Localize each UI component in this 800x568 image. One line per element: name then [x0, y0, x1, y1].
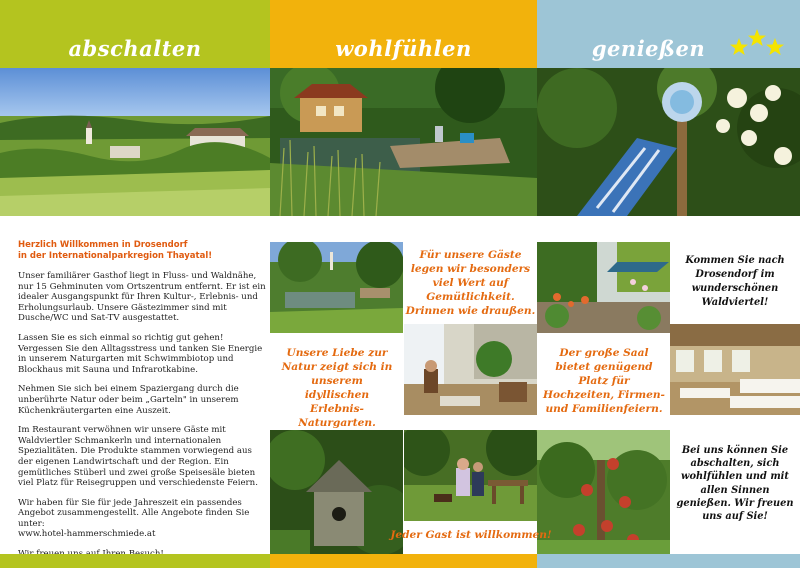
intro-paragraph-2: Lassen Sie es sich einmal so richtig gut gehen! Vergessen Sie den Alltagsstress und tanken Sie Energie in unserem Naturgarten mit Schwimmbiotop und Blockhaus mit Sauna und Infrarotkabine. [18, 332, 263, 375]
intro-paragraph-4: Im Restaurant verwöhnen wir unsere Gäste mit Waldviertler Schmankerln und internationalen Spezialitäten. Die Produkte stammen vorwiegend aus der eigenen Landwirtschaft und der Region. Ein gemütliches Stüberl und zwei große Speisesäle bieten viel Platz für Reisegruppen und verschiedenste Feiern. [18, 425, 258, 489]
photo-village-landscape [0, 68, 270, 216]
intro-paragraph-3: Nehmen Sie sich bei einem Spaziergang durch die unberührte Natur oder beim „Garteln" in unserem Küchenkräutergarten eine Auszeit. [18, 384, 239, 416]
quote-drosendorf: Kommen Sie nach Drosendorf im wunderschönen Waldviertel! [685, 255, 785, 308]
intro-heading-line1: Herzlich Willkommen in Drosendorf [18, 240, 188, 250]
header-band-abschalten [0, 0, 270, 68]
header-title-abschalten: abschalten [68, 36, 202, 61]
quote-abschalten: Bei uns können Sie abschalten, sich wohlfühlen und mit allen Sinnen genießen. Wir freuen uns auf Sie! [676, 445, 794, 523]
intro-text [18, 240, 266, 568]
header-band-geniessen [537, 0, 800, 68]
photo-banquet-hall [670, 324, 800, 415]
intro-paragraph-1: Unser familiärer Gasthof liegt in Fluss- und Waldnähe, nur 15 Gehminuten vom Ortszentrum entfernt. Er ist ein idealer Ausgangspunkt für Ihren Kultur-, Erlebnis- und Erholungsurlaub. Unsere Gästezimmer sind mit Dusche/WC und Sat-TV ausgestattet. [18, 271, 266, 324]
photo-deckchair-flowers [537, 68, 800, 216]
quote-willkommen: Jeder Gast ist willkommen! [390, 529, 552, 541]
quote-saal: Der große Saal bietet genügend Platz für Hochzeiten, Firmen- und Familienfeiern. [543, 347, 665, 415]
quote-naturgarten: Unsere Liebe zur Natur zeigt sich in unserem idyllischen Erlebnis-Naturgarten. [281, 347, 393, 429]
photo-garden-pond-cabin [270, 68, 537, 216]
quote-gemuetlichkeit: Für unsere Gäste legen wir besonders viel Wert auf Gemütlichkeit. Drinnen wie draußen. [405, 249, 536, 317]
footer-strip-green [0, 554, 270, 568]
intro-heading [18, 240, 266, 262]
website-url: www.hotel-hammerschmiede.at [18, 529, 156, 540]
photo-interior-lounge [404, 324, 537, 415]
header-title-wohlfuehlen: wohlfühlen [335, 36, 472, 61]
intro-paragraph-5 [18, 498, 266, 540]
intro-heading-line2: in der Internationalparkregion Thayatal! [18, 251, 213, 261]
photo-guests-bench [404, 430, 537, 521]
photo-apple-tree [537, 430, 670, 554]
header-title-geniessen: genießen [591, 36, 706, 61]
stars-icon [729, 28, 785, 58]
footer-strip-blue [537, 554, 800, 568]
photo-flower-garden [537, 242, 670, 333]
photo-garden-overview [270, 242, 403, 333]
footer-strip-orange [270, 554, 537, 568]
intro-paragraph-5-text: Wir haben für Sie für jede Jahreszeit ein passendes Angebot zusammengestellt. Alle Angebote finden Sie unter: [18, 497, 250, 529]
photo-birdhouse [270, 430, 403, 554]
